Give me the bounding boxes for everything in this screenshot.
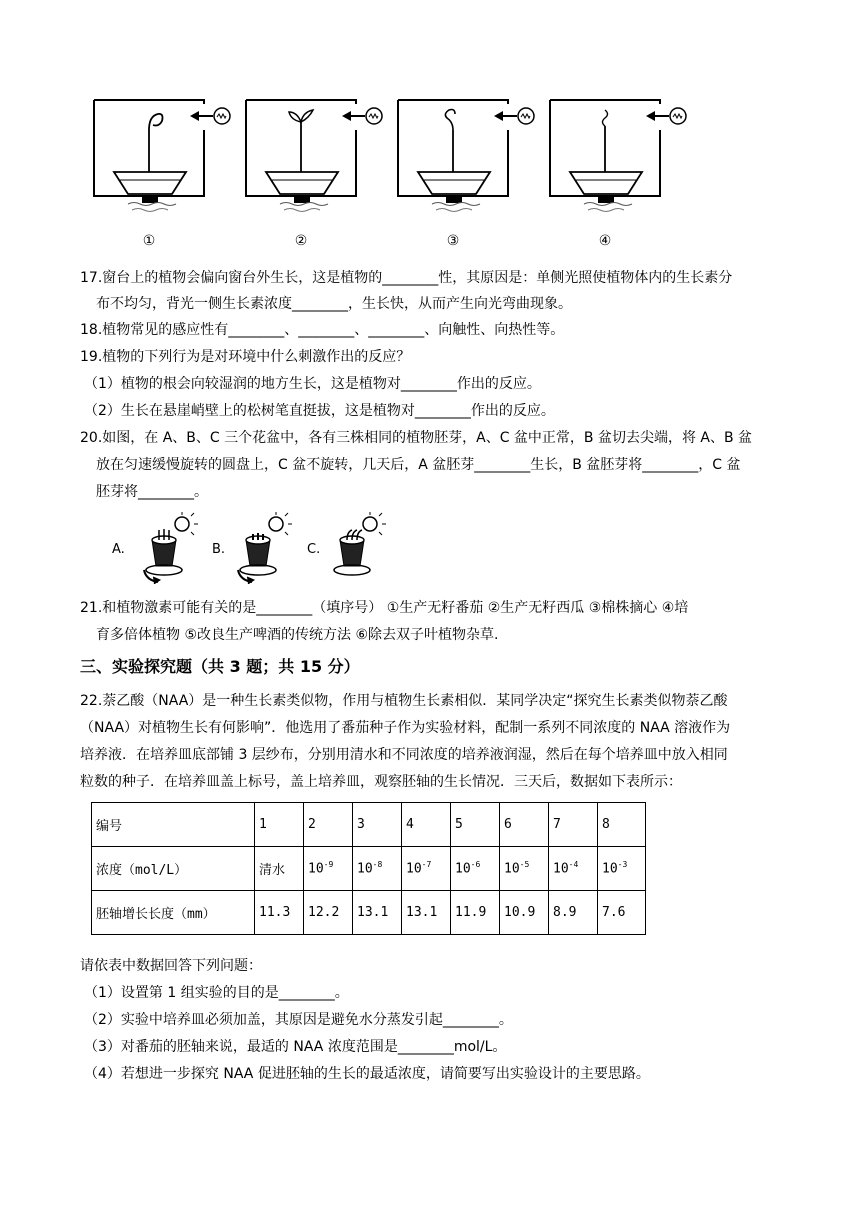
question-3: （3）对番茄的胚轴来说，最适的 NAA 浓度范围是________mol/L。 xyxy=(84,1039,507,1055)
table-cell: 清水 xyxy=(255,847,304,891)
conc-exponent: -4 xyxy=(568,860,579,870)
q21-line1: 21.和植物激素可能有关的是________（填序号） ①生产无籽番茄 ②生产无籽西瓜 ③棉株摘心 ④培 xyxy=(80,600,689,616)
table-cell: 8 xyxy=(598,803,646,847)
q22-line4: 粒数的种子．在培养皿盖上标号，盖上培养皿，观察胚轴的生长情况．三天后，数据如下表所示： xyxy=(80,774,682,790)
experiment-box-3 xyxy=(398,100,534,212)
conc-exponent: -7 xyxy=(421,860,432,870)
conc-base: 10 xyxy=(602,861,618,877)
figure-label-3: ③ xyxy=(446,233,460,249)
table-cell: 8.9 xyxy=(549,891,598,935)
table-cell xyxy=(500,847,549,891)
table-cell: 3 xyxy=(353,803,402,847)
q22-line1: 22.萘乙酸（NAA）是一种生长素类似物，作用与植物生长素相似．某同学决定“探究生长素类似物萘乙酸 xyxy=(80,693,728,709)
naa-data-table xyxy=(91,802,646,935)
q20-line3: 胚芽将________。 xyxy=(96,484,208,500)
pot-label-a: A. xyxy=(112,542,125,557)
q17-line1: 17.窗台上的植物会偏向窗台外生长，这是植物的________性，其原因是：单侧光照使植物体内的生长素分 xyxy=(80,270,733,286)
table-cell: 1 xyxy=(255,803,304,847)
table-cell: 11.9 xyxy=(451,891,500,935)
table-cell xyxy=(598,847,646,891)
table-cell: 6 xyxy=(500,803,549,847)
table-row xyxy=(92,891,646,935)
question-1: （1）设置第 1 组实验的目的是________。 xyxy=(84,985,349,1001)
q22-line3: 培养液．在培养皿底部铺 3 层纱布，分别用清水和不同浓度的培养液润湿，然后在每个培养皿中放入相同 xyxy=(80,747,728,763)
conc-base: 10 xyxy=(308,861,324,877)
table-cell: 4 xyxy=(402,803,451,847)
table-cell: 胚轴增长长度（mm） xyxy=(92,891,255,935)
conc-exponent: -8 xyxy=(372,860,383,870)
conc-base: 10 xyxy=(357,861,373,877)
pot-a-figure xyxy=(138,512,202,584)
table-cell: 浓度（mol/L） xyxy=(92,847,255,891)
table-cell: 13.1 xyxy=(402,891,451,935)
q19-line1: 19.植物的下列行为是对环境中什么刺激作出的反应？ xyxy=(80,349,411,365)
table-cell: 12.2 xyxy=(304,891,353,935)
conc-exponent: -5 xyxy=(519,860,530,870)
conc-base: 10 xyxy=(455,861,471,877)
q20-line1: 20.如图，在 A、B、C 三个花盆中，各有三株相同的植物胚芽，A、C 盆中正常，B 盆切去尖端，将 A、B 盆 xyxy=(80,430,753,446)
experiment-box-2 xyxy=(246,100,382,212)
q22-line2: （NAA）对植物生长有何影响”．他选用了番茄种子作为实验材料，配制一系列不同浓度的 NAA 溶液作为 xyxy=(80,720,731,736)
table-cell: 5 xyxy=(451,803,500,847)
conc-base: 10 xyxy=(504,861,520,877)
q21-line2: 育多倍体植物 ⑤改良生产啤酒的传统方法 ⑥除去双子叶植物杂草. xyxy=(96,627,499,643)
figure-label-4: ④ xyxy=(598,233,612,249)
table-cell: 编号 xyxy=(92,803,255,847)
table-cell: 7.6 xyxy=(598,891,646,935)
q17-line2: 布不均匀，背光一侧生长素浓度________，生长快，从而产生向光弯曲现象。 xyxy=(96,296,572,312)
pot-c-figure xyxy=(326,512,390,584)
q18-line1: 18.植物常见的感应性有________、________、________、向触性、向热性等。 xyxy=(80,322,565,338)
table-cell: 11.3 xyxy=(255,891,304,935)
pot-b-figure xyxy=(232,512,296,584)
table-cell xyxy=(353,847,402,891)
conc-exponent: -6 xyxy=(470,860,481,870)
q20-line2: 放在匀速缓慢旋转的圆盘上，C 盆不旋转，几天后，A 盆胚芽________生长，B 盆胚芽将________，C 盆 xyxy=(96,457,741,473)
question-2: （2）实验中培养皿必须加盖，其原因是避免水分蒸发引起________。 xyxy=(84,1012,513,1028)
questions-intro: 请依表中数据回答下列问题： xyxy=(80,958,262,974)
table-cell xyxy=(304,847,353,891)
q19-sub2: （2）生长在悬崖峭壁上的松树笔直挺拔，这是植物对________作出的反应。 xyxy=(84,403,555,419)
table-cell: 13.1 xyxy=(353,891,402,935)
phototropism-figure xyxy=(86,92,706,258)
q19-sub1: （1）植物的根会向较湿润的地方生长，这是植物对________作出的反应。 xyxy=(84,376,541,392)
figure-label-1: ① xyxy=(142,233,156,249)
pot-label-b: B. xyxy=(212,542,226,557)
figure-label-2: ② xyxy=(294,233,308,249)
experiment-box-1 xyxy=(94,100,230,212)
question-4: （4）若想进一步探究 NAA 促进胚轴的生长的最适浓度，请简要写出实验设计的主要思路。 xyxy=(84,1066,650,1082)
experiment-box-4 xyxy=(550,100,686,212)
section-3-title: 三、实验探究题（共 3 题；共 15 分） xyxy=(80,657,360,676)
pot-label-c: C. xyxy=(307,542,321,557)
table-row xyxy=(92,847,646,891)
table-cell xyxy=(402,847,451,891)
conc-exponent: -9 xyxy=(323,860,334,870)
table-row xyxy=(92,803,646,847)
table-cell: 2 xyxy=(304,803,353,847)
table-cell: 10.9 xyxy=(500,891,549,935)
conc-base: 10 xyxy=(406,861,422,877)
conc-exponent: -3 xyxy=(617,860,628,870)
table-cell: 7 xyxy=(549,803,598,847)
table-cell xyxy=(451,847,500,891)
conc-base: 10 xyxy=(553,861,569,877)
table-cell xyxy=(549,847,598,891)
